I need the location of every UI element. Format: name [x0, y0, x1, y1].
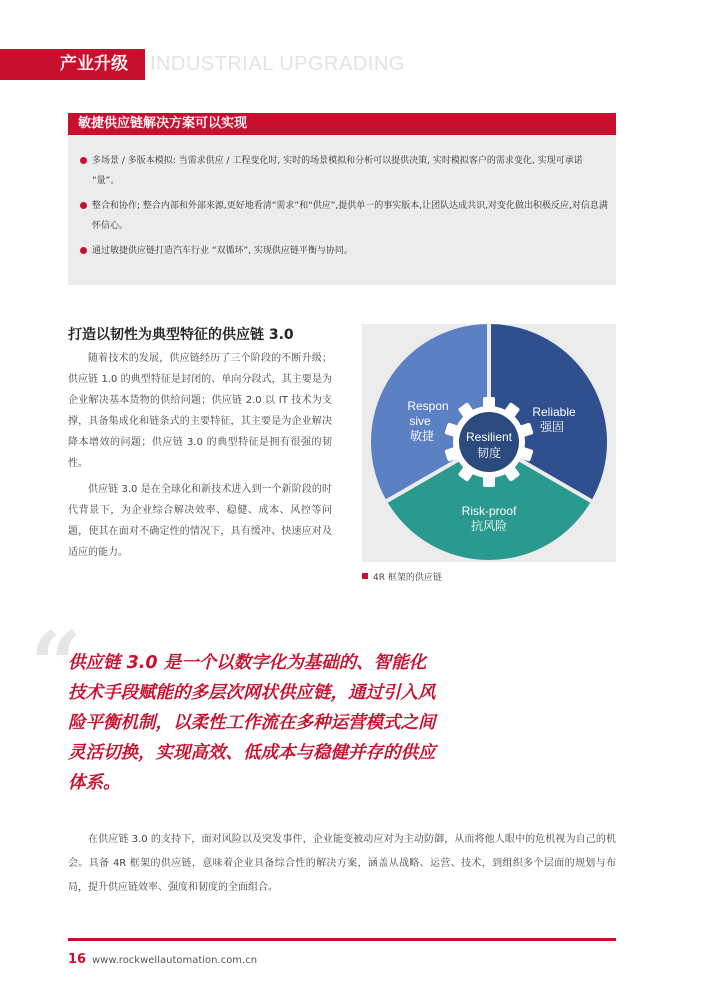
label-riskproof-cn: 抗风险 — [470, 519, 508, 533]
closing-paragraph: 在供应链 3.0 的支持下，面对风险以及突发事件，企业能变被动应对为主动防御，从而将他人眼中的危机视为自己的机会。具备 4R 框架的供应链，意味着企业具备综合性的解决方案，涵盖从战略、运营、技术，到组织多个层面的规划与布局，提升供应链效率、强度和韧度的全面组合。 — [68, 834, 616, 893]
bullet-dot-icon — [80, 157, 87, 164]
bullet-item-1 — [80, 151, 610, 191]
caption-square-icon — [362, 573, 368, 579]
body-paragraph-2: 供应链 3.0 是在全球化和新技术进入到一个新阶段的时代背景下，为企业综合解决效率、稳健、成本、风控等问题，使其在面对不确定性的情况下，具有缓冲、快速应对及适应的能力。 — [68, 484, 332, 558]
bullet-dot-icon — [80, 202, 87, 209]
label-responsive-en-2: sive — [409, 414, 431, 428]
4r-framework-svg — [362, 324, 616, 562]
label-reliable-cn: 强固 — [539, 420, 565, 434]
bullet-text: 整合和协作; 整合内部和外部来源,更好地看清“需求”和“供应”,提供单一的事实版本,让团队达成共识,对变化做出积极反应,对信息满怀信心。 — [92, 201, 608, 231]
footer-divider — [68, 938, 616, 941]
caption-text: 4R 框架的供应链 — [373, 573, 442, 583]
bullet-text: 多场景 / 多版本模拟: 当需求供应 / 工程变化时, 实时的场景模拟和分析可以提供决策, 实时模拟客户的需求变化, 实现可承诺 “量”。 — [92, 156, 583, 186]
4r-framework-diagram — [362, 324, 616, 562]
label-responsive-cn: 敏捷 — [409, 429, 435, 443]
footer-url: www.rockwellautomation.com.cn — [92, 955, 258, 966]
label-responsive-en-1: Respon — [407, 399, 449, 413]
label-center-en: Resilient — [465, 430, 513, 444]
bullet-dot-icon — [80, 247, 87, 254]
bullet-text: 通过敏捷供应链打造汽车行业 “双循环”, 实现供应链平衡与协同。 — [92, 246, 353, 256]
bullet-item-2 — [80, 196, 610, 236]
page-number: 16 — [68, 952, 87, 967]
pull-quote: 供应链 3.0 是一个以数字化为基础的、智能化技术手段赋能的多层次网状供应链，通过引入风险平衡机制，以柔性工作流在多种运营模式之间灵活切换，实现高效、低成本与稳健并存的供应体系。 — [68, 653, 436, 793]
body-paragraph-1: 随着技术的发展，供应链经历了三个阶段的不断升级；供应链 1.0 的典型特征是封闭的、单向分段式，其主要是为企业解决基本货物的供给问题；供应链 2.0 以 IT 技术为支撑，具备集成化和链条式的主要特征，其主要是为企业解决降本增效的问题；供应链 3.0 的典型特征是拥有很强的韧性。 — [68, 353, 332, 469]
label-reliable-en: Reliable — [532, 405, 576, 419]
diagram-caption — [362, 571, 442, 585]
box-title: 敏捷供应链解决方案可以实现 — [78, 116, 248, 131]
section-title-cn: 产业升级 — [60, 54, 128, 74]
label-riskproof-en: Risk-proof — [461, 504, 517, 518]
label-center-cn: 韧度 — [476, 446, 502, 460]
section-title-en: INDUSTRIAL UPGRADING — [150, 53, 405, 75]
bullet-item-3 — [80, 241, 610, 261]
solution-box — [68, 113, 616, 285]
quote-mark-icon: “ — [30, 612, 82, 718]
article-section-title: 打造以韧性为典型特征的供应链 3.0 — [68, 327, 294, 343]
